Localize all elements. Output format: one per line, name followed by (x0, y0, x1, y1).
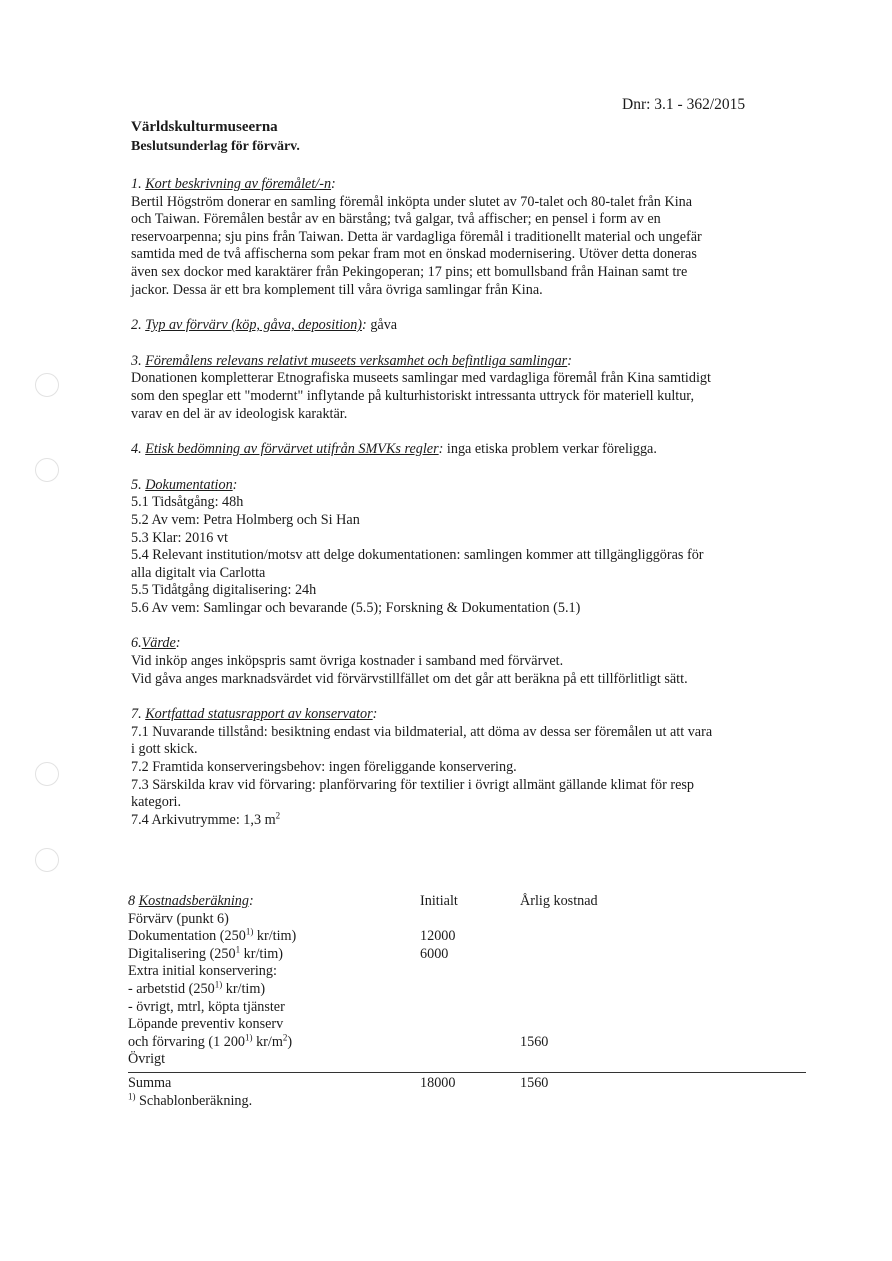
body-line: alla digitalt via Carlotta (131, 564, 266, 581)
section-number: 3. (131, 352, 146, 369)
section-short-description (131, 176, 821, 299)
body-line: samtida med de två affischerna som pekar fram mot en önskad modernisering. Utöver detta doneras (131, 246, 697, 263)
cost-label-text: kr/m (252, 1033, 283, 1050)
section-colon: : (567, 352, 572, 369)
section-title: Kostnadsberäkning (138, 893, 249, 909)
cost-header-row (128, 893, 808, 911)
cost-row (128, 1051, 808, 1069)
section-title: Dokumentation (145, 476, 233, 493)
section-documentation (131, 477, 821, 618)
sum-annual-value: 1560 (520, 1074, 549, 1091)
section-heading (128, 893, 254, 911)
body-line: kategori. (131, 794, 182, 811)
section-number: 2. (131, 317, 146, 334)
body-line: Vid gåva anges marknadsvärdet vid förvärvstillfället om det går att beräkna på ett tillförlitligt sätt. (131, 670, 688, 687)
section-number: 7. (131, 706, 146, 723)
section-heading (131, 706, 821, 724)
cost-label-text: ) (287, 1033, 293, 1050)
column-header-annual: Årlig kostnad (520, 893, 598, 909)
acquisition-type-value: gåva (366, 317, 398, 334)
section-heading (131, 441, 821, 459)
cost-label: Förvärv (punkt 6) (128, 910, 229, 927)
body-line: 5.4 Relevant institution/motsv att delge dokumentationen: samlingen kommer att tillgängliggöras för (131, 547, 704, 564)
footnote (128, 1090, 808, 1111)
section-title: Kort beskrivning av föremålet/-n (145, 176, 332, 192)
section-title: Värde (141, 635, 176, 652)
cost-label-text: och förvaring (1 200 (128, 1033, 246, 1050)
body-line: 5.3 Klar: 2016 vt (131, 529, 228, 546)
section-heading (131, 353, 821, 371)
cost-row (128, 1016, 808, 1034)
cost-estimate-table (128, 893, 808, 1110)
cost-row (128, 928, 808, 946)
body-line: Donationen kompletterar Etnografiska museets samlingar med vardagliga föremål från Kina samtidigt (131, 370, 711, 387)
body-line: 7.3 Särskilda krav vid förvaring: planförvaring för textilier i övrigt allmänt gällande klimat för resp (131, 776, 695, 793)
body-line: varav en del är av ideologisk karaktär. (131, 405, 348, 422)
body-line: jackor. Dessa är ett bra komplement till våra övriga samlingar från Kina. (131, 281, 543, 298)
registration-number: Dnr: 3.1 - 362/2015 (622, 96, 746, 113)
cost-label: Övrigt (128, 1051, 166, 1068)
section-number: 6. (131, 635, 142, 652)
section-number: 8 (128, 893, 139, 909)
organization-name: Världskulturmuseerna (131, 119, 278, 135)
superscript: 2 (282, 1032, 288, 1043)
punch-hole-mark (35, 373, 59, 397)
cost-label: Extra initial konservering: (128, 963, 277, 980)
section-conservation-status (131, 706, 821, 829)
cost-row (128, 911, 808, 929)
punch-hole-mark (35, 762, 59, 786)
cost-label-text: Dokumentation (250 (128, 928, 246, 945)
cost-label (128, 928, 296, 946)
body-line: Vid inköp anges inköpspris samt övriga kostnader i samband med förvärvet. (131, 653, 564, 670)
cost-row (128, 999, 808, 1017)
section-colon: : (175, 635, 181, 652)
body-line: 5.1 Tidsåtgång: 48h (131, 494, 244, 511)
section-title: Typ av förvärv (köp, gåva, deposition) (145, 317, 363, 334)
document-body (131, 176, 821, 847)
section-number: 4. (131, 441, 146, 458)
archive-space-text: 7.4 Arkivutrymme: 1,3 m (131, 811, 276, 828)
cost-label-text: kr/tim) (240, 945, 284, 962)
superscript: 1 (235, 944, 241, 955)
section-heading (131, 635, 821, 653)
section-colon: : (438, 441, 444, 458)
footnote-text (128, 1090, 253, 1111)
body-line: i gott skick. (131, 741, 198, 758)
cost-row (128, 963, 808, 981)
cost-label-text: Digitalisering (250 (128, 945, 236, 962)
cost-row (128, 946, 808, 964)
column-header-initial: Initialt (420, 893, 458, 909)
document-subtitle: Beslutsunderlag för förvärv. (131, 139, 300, 154)
body-line: som den speglar ett "modernt" inflytande på kulturhistoriskt intressanta uttryck för materiell kultur, (131, 387, 695, 404)
cost-row (128, 981, 808, 999)
cost-label-text: kr/tim) (222, 980, 266, 997)
footnote-label: Schablonberäkning. (135, 1092, 253, 1109)
sum-label: Summa (128, 1074, 172, 1091)
body-line: 7.1 Nuvarande tillstånd: besiktning endast via bildmaterial, att döma av dessa ser föremålen ut att vara (131, 723, 713, 740)
body-line: 5.6 Av vem: Samlingar och bevarande (5.5); Forskning & Dokumentation (5.1) (131, 599, 581, 616)
section-relevance (131, 353, 821, 423)
cost-label-text: kr/tim) (253, 928, 297, 945)
body-line: 5.2 Av vem: Petra Holmberg och Si Han (131, 511, 360, 528)
ethics-value: inga etiska problem verkar föreligga. (443, 441, 657, 458)
section-colon: : (232, 476, 238, 493)
cost-label (128, 946, 283, 964)
cost-label (128, 981, 265, 999)
cost-annual-value: 1560 (520, 1033, 549, 1050)
section-colon: : (362, 317, 367, 334)
archive-space-line (131, 812, 821, 830)
superscript: 1) (245, 926, 254, 937)
superscript: 2 (275, 810, 281, 821)
section-number: 5. (131, 476, 146, 493)
sum-divider (128, 1072, 806, 1073)
sum-initial-value: 18000 (420, 1074, 456, 1091)
section-value (131, 635, 821, 688)
body-line: Bertil Högström donerar en samling föremål inköpta under slutet av 70-talet och 80-talet från Kina (131, 193, 693, 210)
cost-label (128, 1034, 292, 1052)
cost-label: Löpande preventiv konserv (128, 1016, 284, 1033)
punch-hole-mark (35, 848, 59, 872)
cost-sum-row (128, 1075, 808, 1093)
superscript: 1) (245, 1032, 253, 1043)
section-heading (131, 176, 821, 194)
section-title: Etisk bedömning av förvärvet utifrån SMVKs regler (145, 441, 439, 458)
cost-initial-value: 6000 (420, 945, 449, 962)
punch-hole-mark (35, 458, 59, 482)
cost-initial-value: 12000 (420, 928, 456, 945)
cost-label-text: - arbetstid (250 (128, 980, 215, 997)
cost-row (128, 1034, 808, 1052)
body-line: reservoarpenna; sju pins från Taiwan. Detta är vardagliga föremål i traditionellt material och ungefär (131, 228, 702, 245)
section-number: 1. (131, 176, 146, 192)
section-colon: : (249, 893, 254, 909)
section-heading (131, 317, 821, 335)
section-colon: : (331, 176, 336, 192)
section-ethics (131, 441, 821, 459)
superscript: 1) (214, 979, 223, 990)
section-title: Kortfattad statusrapport av konservator (145, 706, 373, 723)
section-heading (131, 477, 821, 495)
section-colon: : (372, 706, 378, 723)
document-header (131, 118, 300, 156)
superscript: 1) (128, 1090, 136, 1101)
body-line: även sex dockor med karaktärer från Pekingoperan; 17 pins; ett bomullsband från Hainan samt tre (131, 263, 688, 280)
body-line: och Taiwan. Föremålen består av en bärstång; två galgar, två affischer; en pensel i form av en (131, 211, 661, 228)
body-line: 5.5 Tidåtgång digitalisering: 24h (131, 582, 317, 599)
section-title: Föremålens relevans relativt museets verksamhet och befintliga samlingar (145, 352, 568, 369)
section-acquisition-type (131, 317, 821, 335)
cost-label: - övrigt, mtrl, köpta tjänster (128, 998, 285, 1015)
body-line: 7.2 Framtida konserveringsbehov: ingen föreliggande konservering. (131, 759, 517, 776)
